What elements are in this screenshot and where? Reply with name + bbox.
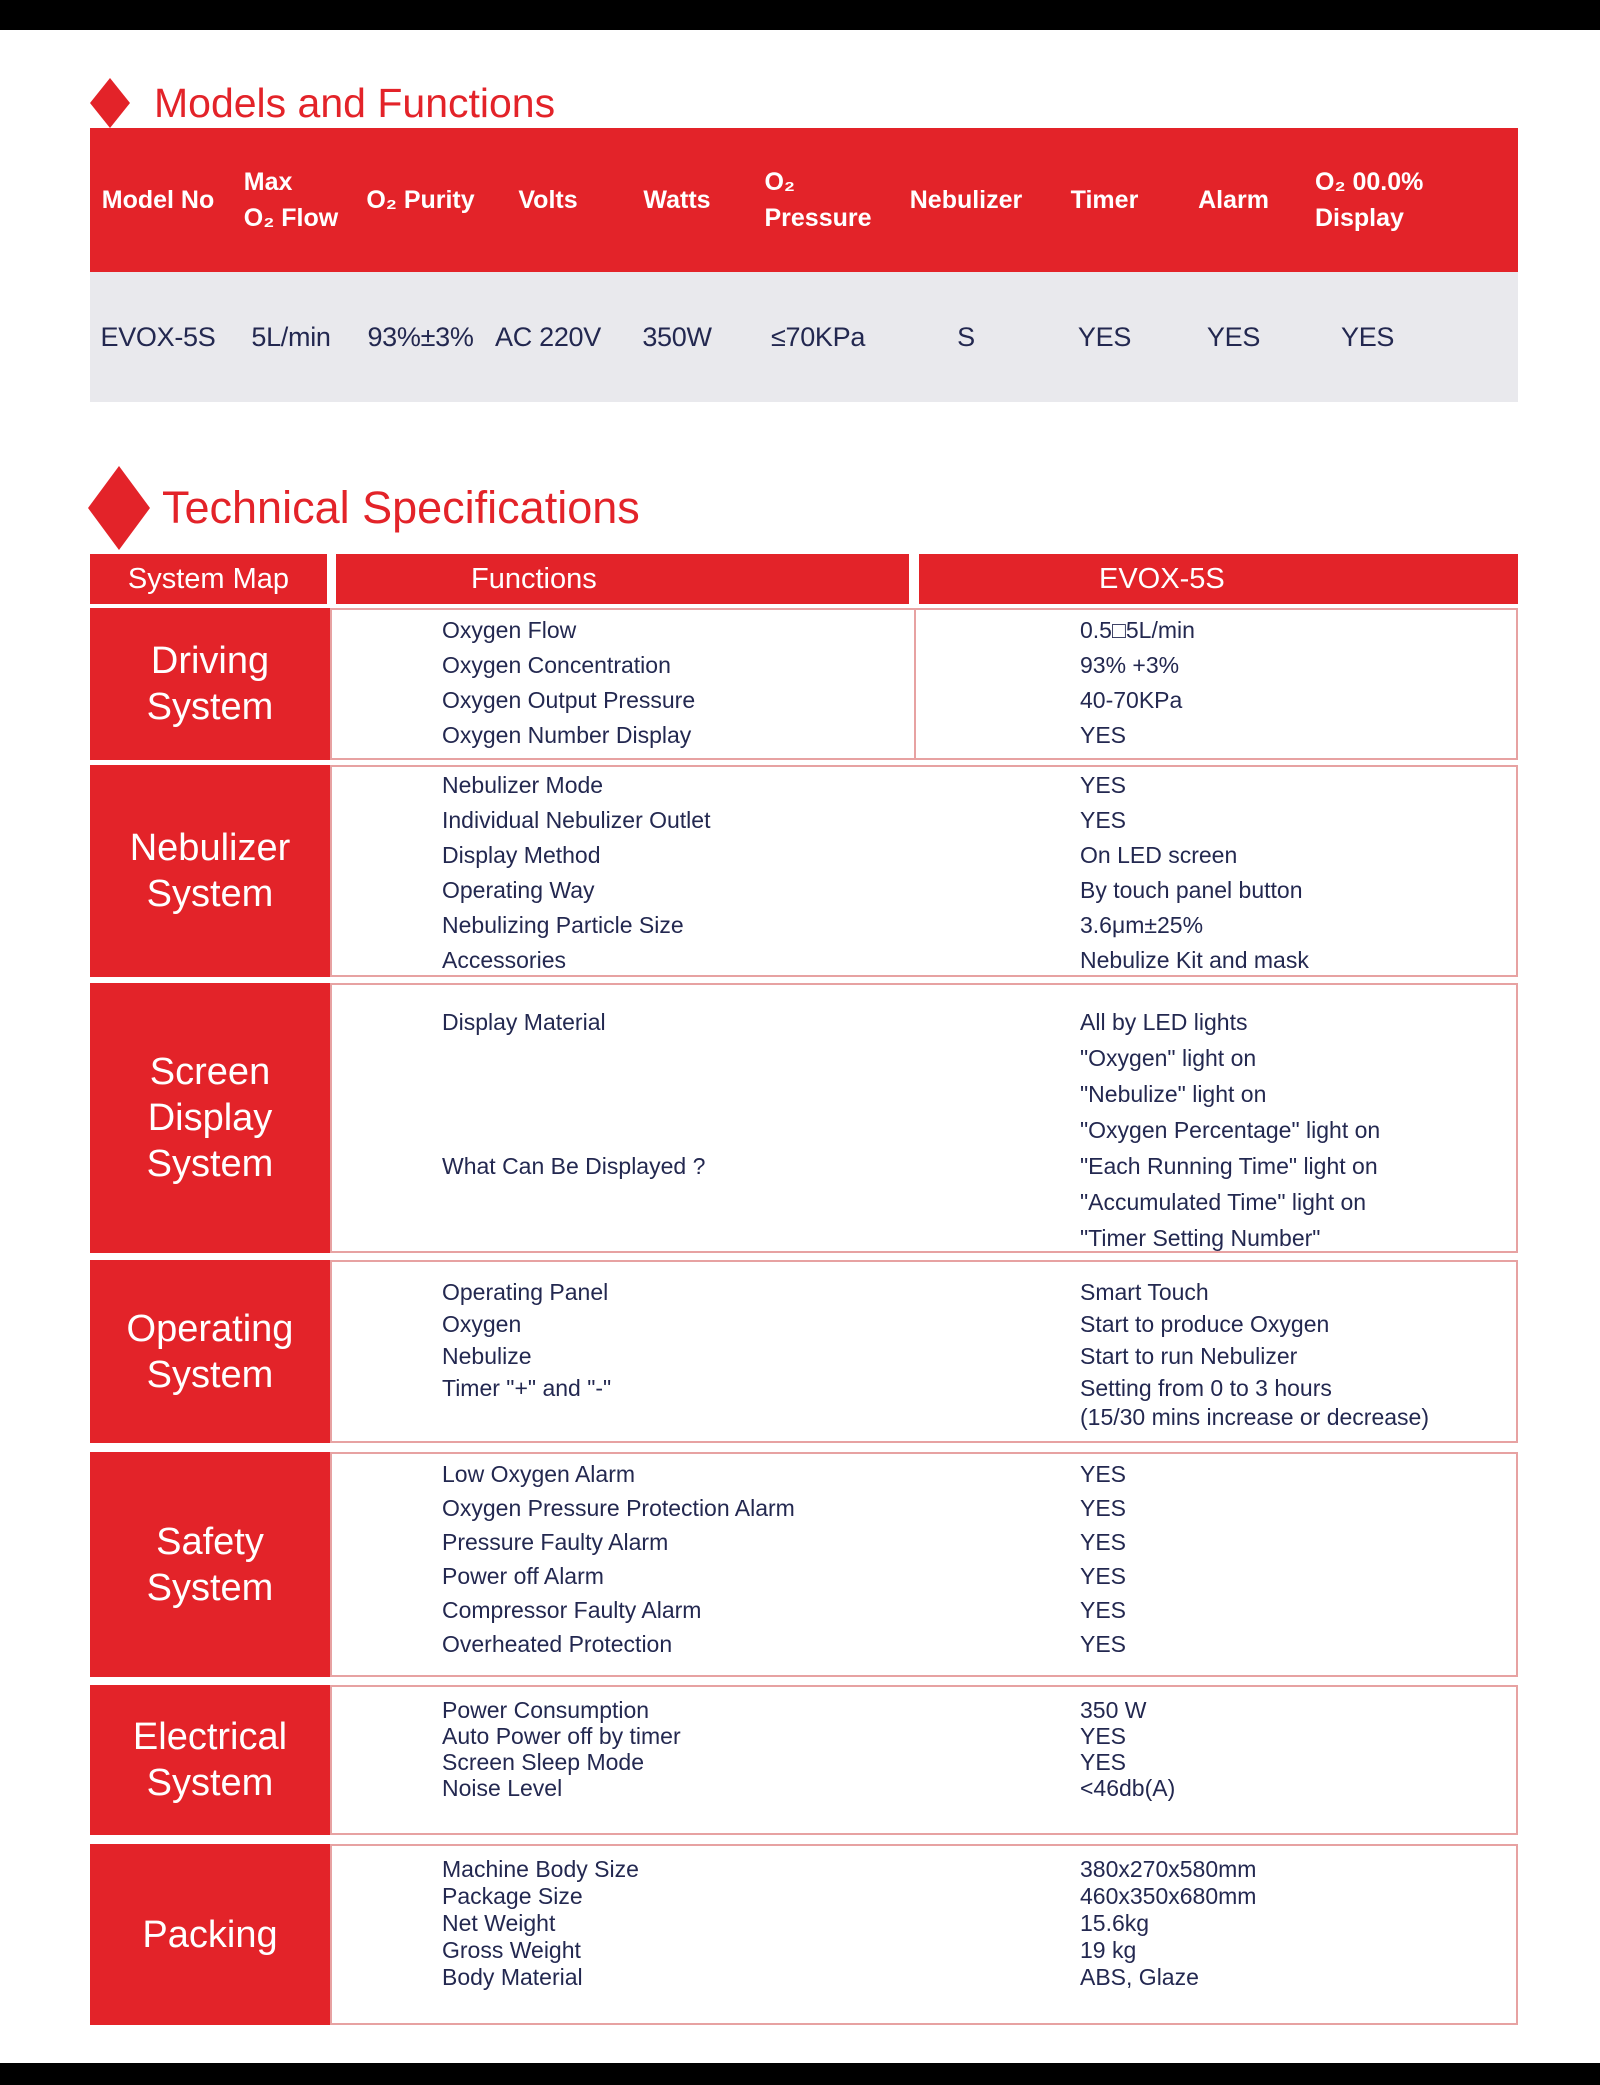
spec-row: [332, 1856, 1516, 1883]
spec-row: [332, 803, 1516, 838]
value: YES: [1080, 1563, 1127, 1589]
section-nebulizer-system: [90, 765, 1518, 977]
value: All by LED lights: [1080, 1009, 1248, 1035]
value: "Accumulated Time" light on: [1080, 1189, 1367, 1215]
function-label: Package Size: [442, 1883, 583, 1909]
function-label: Nebulize: [442, 1343, 532, 1369]
spec-row: [332, 1340, 1516, 1372]
header-cell-o2-display: O₂ 00.0% Display: [1315, 168, 1424, 232]
value: "Oxygen" light on: [1080, 1045, 1257, 1071]
section-safety-system: [90, 1452, 1518, 1677]
function-label: Gross Weight: [442, 1937, 581, 1963]
section-body: [330, 1452, 1518, 1677]
value: YES: [1080, 1529, 1127, 1555]
header-cell-o2-purity: O₂ Purity: [366, 186, 475, 214]
function-label: Screen Sleep Mode: [442, 1749, 645, 1775]
data-cell-model: EVOX-5S: [100, 321, 216, 352]
value: On LED screen: [1080, 842, 1238, 868]
spec-row: [332, 1775, 1516, 1801]
section-title-operating-system: Operating System: [90, 1260, 330, 1443]
section-electrical-system: [90, 1685, 1518, 1835]
value: "Timer Setting Number": [1080, 1225, 1321, 1251]
data-cell-timer: YES: [1077, 321, 1132, 352]
value: [1080, 1372, 1516, 1431]
function-label: Overheated Protection: [442, 1631, 673, 1657]
value: 380x270x580mm: [1080, 1856, 1257, 1882]
section-title-safety-system: Safety System: [90, 1452, 330, 1677]
spec-row: [332, 1308, 1516, 1340]
data-cell-max-flow: 5L/min: [251, 321, 331, 352]
function-label: Timer "+" and "-": [442, 1375, 612, 1401]
spec-row: [332, 1723, 1516, 1749]
top-black-bar: [0, 0, 1600, 30]
header-cell-functions: Functions: [336, 554, 909, 604]
function-label: Compressor Faulty Alarm: [442, 1597, 702, 1623]
value: YES: [1080, 1723, 1127, 1749]
value: "Each Running Time" light on: [1080, 1153, 1378, 1179]
specs-heading: [88, 466, 640, 550]
spec-row: [332, 943, 1516, 978]
value: <46db(A): [1080, 1775, 1176, 1801]
spec-row: [332, 838, 1516, 873]
spec-row: [332, 648, 1516, 683]
specs-heading-title: Technical Specifications: [162, 482, 640, 533]
spec-row: [332, 908, 1516, 943]
function-label: What Can Be Displayed ?: [442, 1153, 706, 1179]
value: "Oxygen Percentage" light on: [1080, 1117, 1381, 1143]
header-cell-o2-pressure: O₂ Pressure: [764, 168, 872, 232]
models-heading: [90, 78, 555, 128]
diamond-icon: [88, 466, 150, 550]
header-cell-volts: Volts: [518, 186, 578, 214]
spec-table-header: [90, 554, 1518, 604]
section-operating-system: [90, 1260, 1518, 1443]
function-label: Auto Power off by timer: [442, 1723, 681, 1749]
value: 460x350x680mm: [1080, 1883, 1257, 1909]
section-title-screen-display-system: Screen Display System: [90, 983, 330, 1253]
function-label: Machine Body Size: [442, 1856, 639, 1882]
data-cell-display: YES: [1341, 321, 1395, 352]
value: 15.6kg: [1080, 1910, 1150, 1936]
value: ABS, Glaze: [1080, 1964, 1199, 1990]
value: YES: [1080, 772, 1127, 798]
function-label: Oxygen Output Pressure: [442, 687, 696, 713]
value: YES: [1080, 1461, 1127, 1487]
bottom-black-bar: [0, 2063, 1600, 2085]
header-cell-alarm: Alarm: [1198, 186, 1269, 214]
spec-row: [332, 1910, 1516, 1937]
value: Start to run Nebulizer: [1080, 1343, 1298, 1369]
models-table-row: [90, 272, 1518, 402]
section-title-nebulizer-system: Nebulizer System: [90, 765, 330, 977]
function-label: Operating Panel: [442, 1279, 609, 1305]
function-label: Low Oxygen Alarm: [442, 1461, 636, 1487]
function-label: Individual Nebulizer Outlet: [442, 807, 711, 833]
header-cell-watts: Watts: [643, 186, 711, 214]
section-body: [330, 1260, 1518, 1443]
value: Smart Touch: [1080, 1279, 1209, 1305]
data-cell-purity: 93%±3%: [367, 321, 474, 352]
function-label: Power off Alarm: [442, 1563, 604, 1589]
value: 0.5□5L/min: [1080, 617, 1195, 643]
spec-row: [332, 1627, 1516, 1661]
spec-row: [332, 768, 1516, 803]
data-cell-volts: AC 220V: [495, 321, 601, 352]
value: YES: [1080, 1495, 1127, 1521]
function-label: Body Material: [442, 1964, 583, 1990]
spec-row: [332, 613, 1516, 648]
function-label: Oxygen Concentration: [442, 652, 671, 678]
function-label: Oxygen Number Display: [442, 722, 692, 748]
section-body: [330, 1685, 1518, 1835]
section-body: [330, 608, 1518, 760]
function-label: Nebulizer Mode: [442, 772, 604, 798]
column-divider: [914, 610, 916, 758]
section-title-packing: Packing: [90, 1844, 330, 2025]
value: Start to produce Oxygen: [1080, 1311, 1330, 1337]
value: Nebulize Kit and mask: [1080, 947, 1309, 973]
function-labels-column: [332, 1004, 1080, 1251]
function-label: Accessories: [442, 947, 566, 973]
value: 350 W: [1080, 1697, 1147, 1723]
section-body: [330, 983, 1518, 1253]
header-cell-nebulizer: Nebulizer: [909, 186, 1023, 214]
data-cell-alarm: YES: [1206, 321, 1261, 352]
function-label: Oxygen Flow: [442, 617, 577, 643]
section-body: [330, 765, 1518, 977]
spec-row: [332, 1491, 1516, 1525]
models-table-header: [90, 128, 1518, 272]
diamond-icon: [90, 78, 130, 128]
function-label: Display Material: [442, 1009, 606, 1035]
function-label: Pressure Faulty Alarm: [442, 1529, 669, 1555]
value: YES: [1080, 722, 1127, 748]
spec-row: [332, 873, 1516, 908]
value: YES: [1080, 1597, 1127, 1623]
value: YES: [1080, 1749, 1127, 1775]
section-title-electrical-system: Electrical System: [90, 1685, 330, 1835]
spec-row: [332, 1457, 1516, 1491]
section-driving-system: [90, 608, 1518, 760]
data-cell-watts: 350W: [642, 321, 712, 352]
models-heading-title: Models and Functions: [154, 79, 556, 126]
value: 3.6μm±25%: [1080, 912, 1204, 938]
function-label: Power Consumption: [442, 1697, 650, 1723]
spec-row: [332, 718, 1516, 753]
function-label: Noise Level: [442, 1775, 563, 1801]
spec-row: [332, 1525, 1516, 1559]
spec-row: [332, 1697, 1516, 1723]
value: 40-70KPa: [1080, 687, 1183, 713]
function-label: Nebulizing Particle Size: [442, 912, 684, 938]
section-title-driving-system: Driving System: [90, 608, 330, 760]
data-cell-pressure: ≤70KPa: [770, 321, 866, 352]
function-label: Oxygen Pressure Protection Alarm: [442, 1495, 795, 1521]
spec-row: [332, 1749, 1516, 1775]
data-cell-nebulizer: S: [957, 321, 975, 352]
header-cell-evox-5s: EVOX-5S: [919, 554, 1518, 604]
value: 93% +3%: [1080, 652, 1180, 678]
section-body: [330, 1844, 1518, 2025]
spec-row: [332, 1883, 1516, 1910]
spec-row: [332, 683, 1516, 718]
header-cell-max-o2-flow: Max O₂ Flow: [243, 168, 339, 232]
function-label: Operating Way: [442, 877, 595, 903]
spec-row: [332, 1593, 1516, 1627]
value-line: (15/30 mins increase or decrease): [1080, 1404, 1429, 1430]
header-cell-system-map: System Map: [90, 554, 327, 604]
spec-row: [332, 1937, 1516, 1964]
value-line: Setting from 0 to 3 hours: [1080, 1375, 1332, 1401]
section-packing: [90, 1844, 1518, 2025]
value: "Nebulize" light on: [1080, 1081, 1267, 1107]
value: YES: [1080, 1631, 1127, 1657]
spec-row: [332, 1372, 1516, 1431]
header-cell-model-no: Model No: [101, 186, 215, 214]
header-cell-timer: Timer: [1070, 186, 1139, 214]
spec-row: [332, 1964, 1516, 1991]
section-screen-display-system: [90, 983, 1518, 1253]
value: By touch panel button: [1080, 877, 1303, 903]
spec-row: [332, 1276, 1516, 1308]
value: YES: [1080, 807, 1127, 833]
value: 19 kg: [1080, 1937, 1137, 1963]
values-column: [1080, 1004, 1516, 1251]
spec-row: [332, 1559, 1516, 1593]
function-label: Display Method: [442, 842, 601, 868]
function-label: Oxygen: [442, 1311, 522, 1337]
function-label: Net Weight: [442, 1910, 556, 1936]
